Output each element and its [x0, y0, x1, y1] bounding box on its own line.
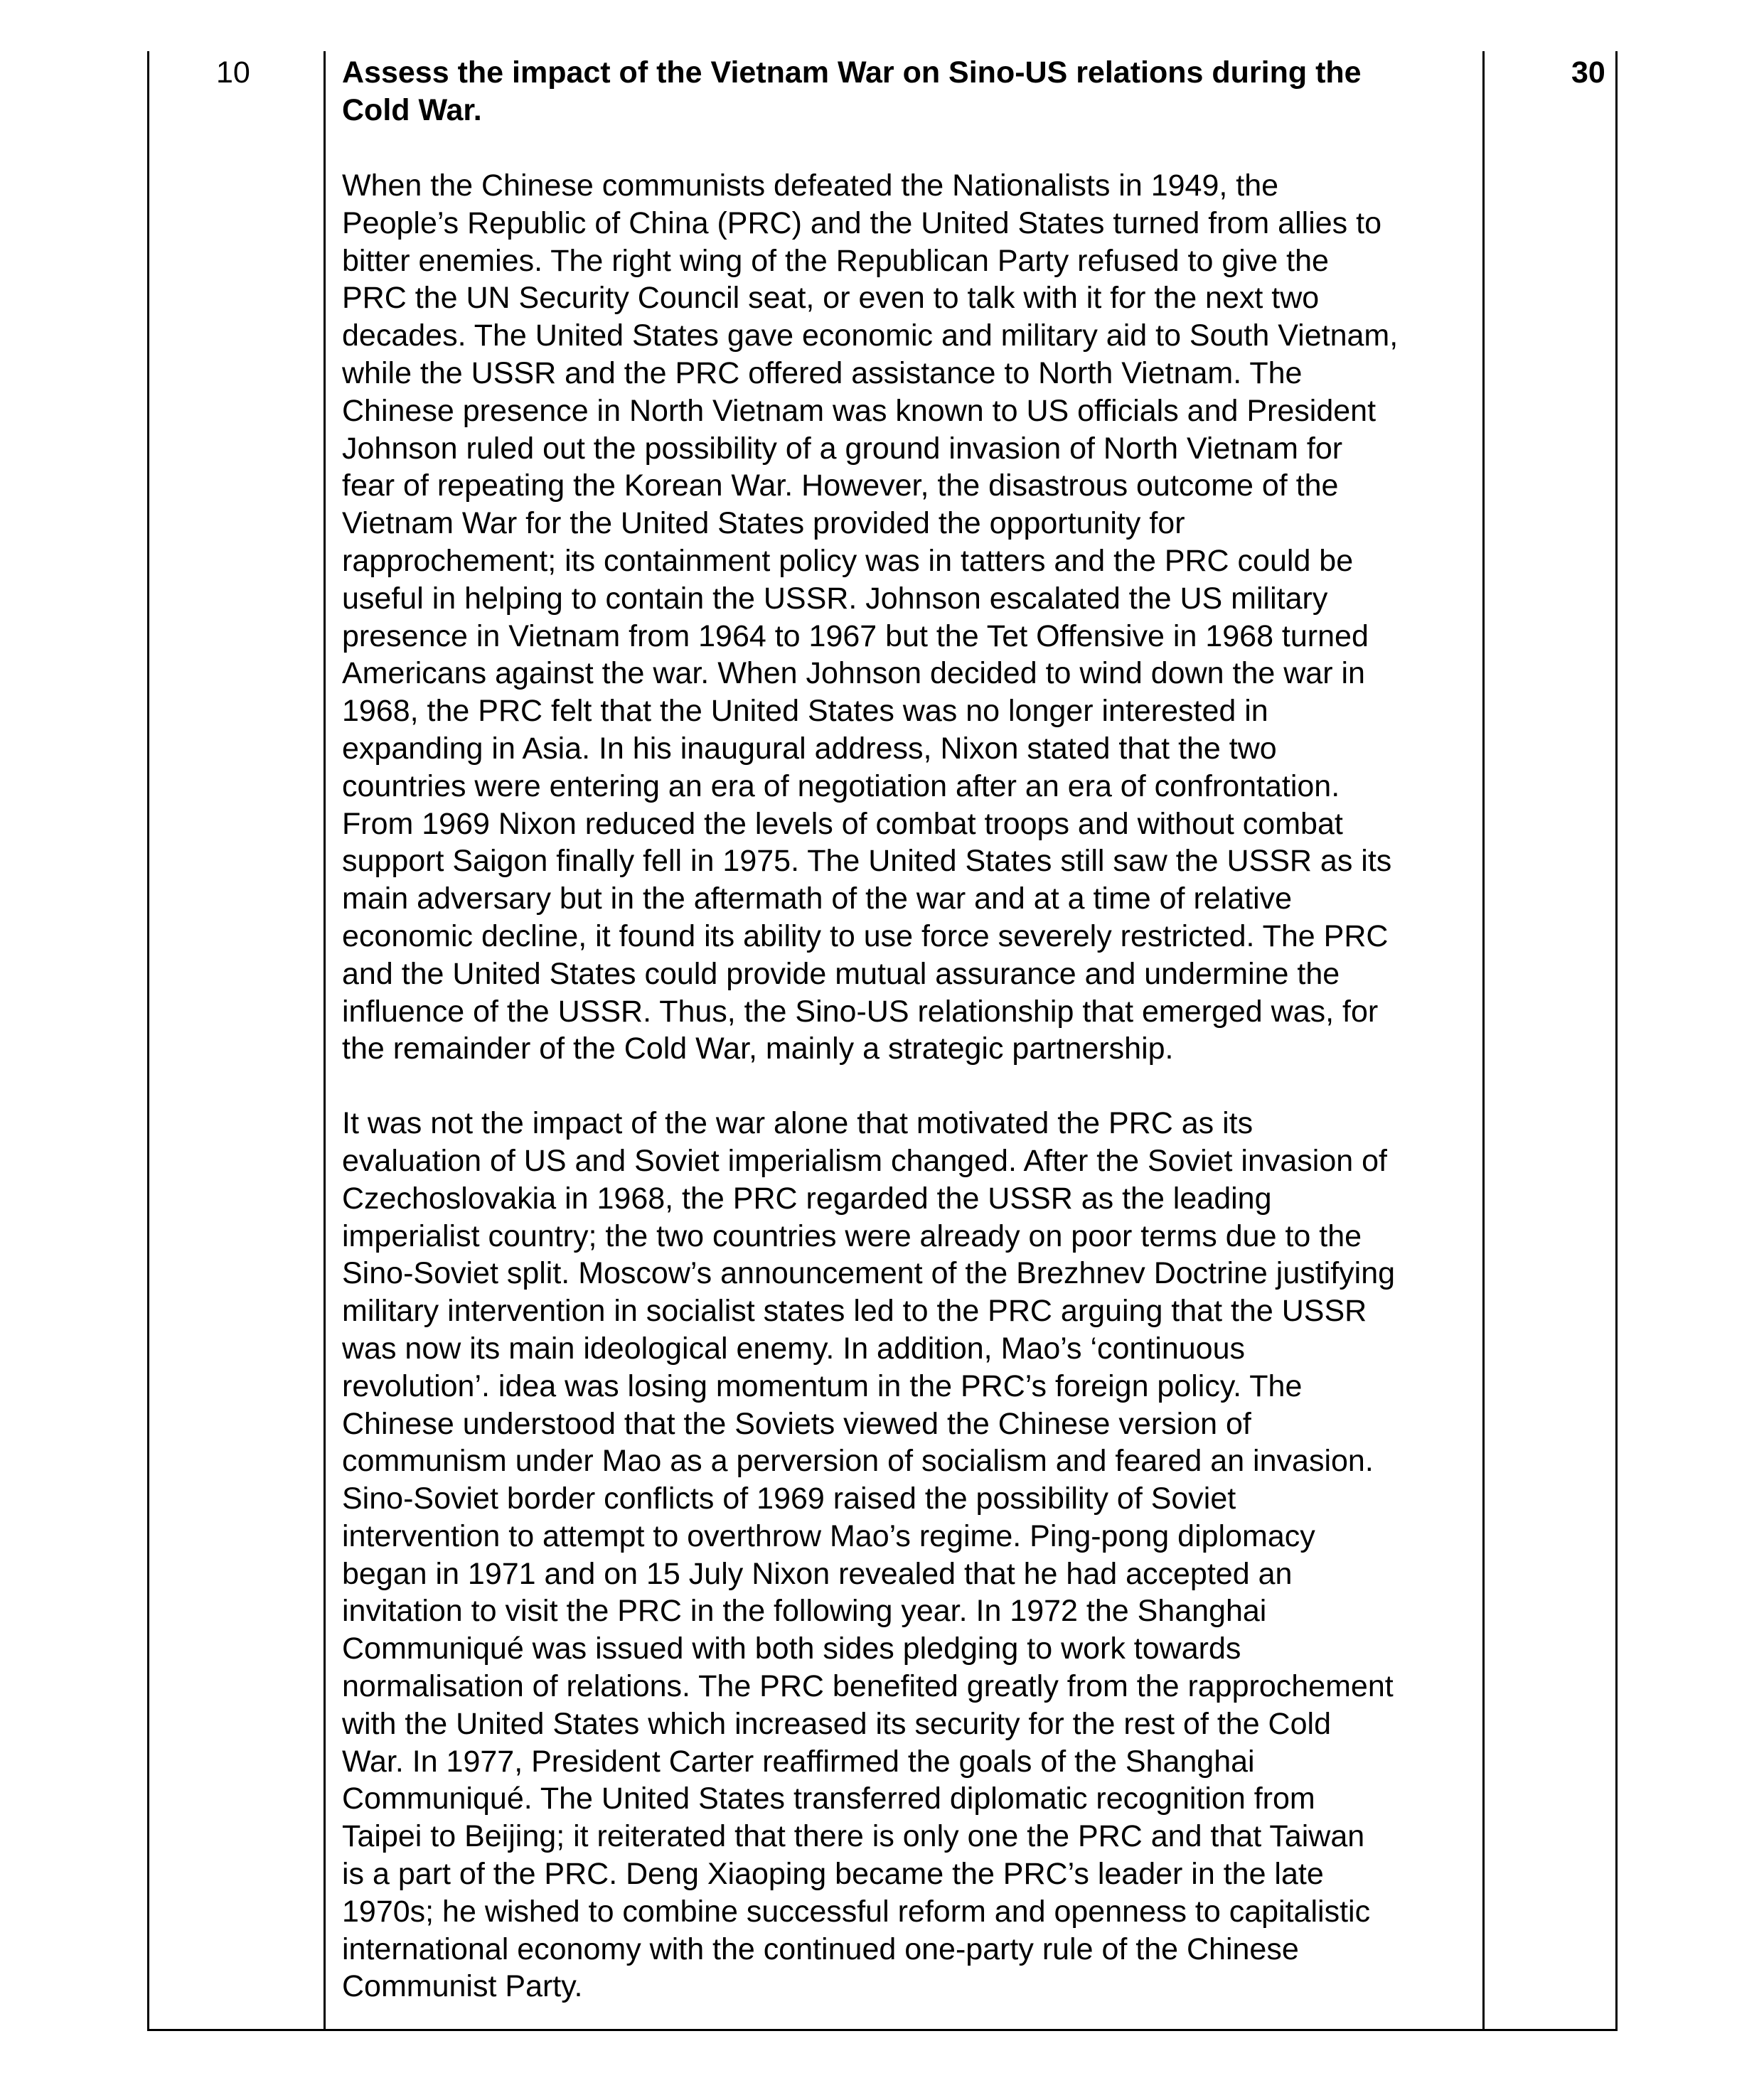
- paragraph-line: decades. The United States gave economic and military aid to South Vietnam,: [342, 318, 1399, 353]
- paragraph-line: It was not the impact of the war alone that motivated the PRC as its: [342, 1106, 1253, 1141]
- paragraph-line: useful in helping to contain the USSR. Johnson escalated the US military: [342, 581, 1328, 616]
- paragraph-line: Johnson ruled out the possibility of a ground invasion of North Vietnam for: [342, 431, 1343, 466]
- table-border-left: [147, 51, 149, 2031]
- paragraph-line: rapprochement; its containment policy was in tatters and the PRC could be: [342, 543, 1354, 578]
- paragraph-line: communism under Mao as a perversion of socialism and feared an invasion.: [342, 1444, 1374, 1479]
- answer-cell: [342, 54, 1494, 2005]
- paragraph-line: influence of the USSR. Thus, the Sino-US relationship that emerged was, for: [342, 994, 1379, 1029]
- paragraph-line: presence in Vietnam from 1964 to 1967 but the Tet Offensive in 1968 turned: [342, 618, 1369, 653]
- paragraph-line: People’s Republic of China (PRC) and the United States turned from allies to: [342, 205, 1381, 240]
- answer-paragraph-1: [342, 167, 1494, 1068]
- paragraph-line: while the USSR and the PRC offered assistance to North Vietnam. The: [342, 355, 1303, 390]
- paragraph-line: countries were entering an era of negotiation after an era of confrontation.: [342, 768, 1340, 803]
- answer-paragraph-2: [342, 1105, 1494, 2005]
- paragraph-line: Czechoslovakia in 1968, the PRC regarded the USSR as the leading: [342, 1181, 1272, 1216]
- paragraph-line: Sino-Soviet border conflicts of 1969 raised the possibility of Soviet: [342, 1482, 1236, 1516]
- paragraph-line: Chinese understood that the Soviets viewed the Chinese version of: [342, 1406, 1251, 1441]
- question-title: [342, 54, 1494, 129]
- paragraph-line: intervention to attempt to overthrow Mao’s regime. Ping-pong diplomacy: [342, 1518, 1315, 1553]
- paragraph-line: imperialist country; the two countries were already on poor terms due to the: [342, 1218, 1362, 1253]
- paragraph-line: When the Chinese communists defeated the Nationalists in 1949, the: [342, 168, 1279, 203]
- paragraph-line: fear of repeating the Korean War. However, the disastrous outcome of the: [342, 468, 1339, 503]
- paragraph-line: Americans against the war. When Johnson decided to wind down the war in: [342, 656, 1365, 691]
- paragraph-line: invitation to visit the PRC in the following year. In 1972 the Shanghai: [342, 1594, 1267, 1629]
- paragraph-line: From 1969 Nixon reduced the levels of combat troops and without combat: [342, 806, 1343, 841]
- paragraph-line: economic decline, it found its ability to use force severely restricted. The PRC: [342, 918, 1389, 953]
- paragraph-line: main adversary but in the aftermath of the war and at a time of relative: [342, 882, 1293, 916]
- paragraph-line: and the United States could provide mutual assurance and undermine the: [342, 956, 1340, 991]
- paragraph-line: was now its main ideological enemy. In addition, Mao’s ‘continuous: [342, 1331, 1245, 1366]
- table-divider-number: [324, 51, 326, 2031]
- paragraph-line: bitter enemies. The right wing of the Republican Party refused to give the: [342, 243, 1329, 278]
- paragraph-line: 1970s; he wished to combine successful reform and openness to capitalistic: [342, 1894, 1371, 1929]
- question-title-line: Cold War.: [342, 92, 482, 127]
- paragraph-line: revolution’. idea was losing momentum in the PRC’s foreign policy. The: [342, 1368, 1303, 1403]
- question-number: 10: [216, 55, 250, 90]
- paragraph-line: international economy with the continued one-party rule of the Chinese: [342, 1932, 1299, 1966]
- paragraph-line: Vietnam War for the United States provided the opportunity for: [342, 506, 1185, 541]
- paragraph-line: normalisation of relations. The PRC benefited greatly from the rapprochement: [342, 1669, 1394, 1704]
- paragraph-line: the remainder of the Cold War, mainly a strategic partnership.: [342, 1032, 1174, 1066]
- table-border-bottom: [147, 2029, 1618, 2031]
- paragraph-line: Communist Party.: [342, 1969, 583, 2004]
- question-title-line: Assess the impact of the Vietnam War on Sino-US relations during the: [342, 55, 1362, 90]
- paragraph-line: is a part of the PRC. Deng Xiaoping became the PRC’s leader in the late: [342, 1857, 1324, 1892]
- question-marks: 30: [1571, 55, 1605, 90]
- paragraph-line: Communiqué. The United States transferred diplomatic recognition from: [342, 1782, 1315, 1816]
- paragraph-line: Sino-Soviet split. Moscow’s announcement of the Brezhnev Doctrine justifying: [342, 1256, 1396, 1291]
- table-border-right: [1615, 51, 1618, 2031]
- paragraph-line: PRC the UN Security Council seat, or even to talk with it for the next two: [342, 281, 1320, 316]
- paragraph-line: with the United States which increased its security for the rest of the Cold: [342, 1706, 1331, 1741]
- paragraph-line: Chinese presence in North Vietnam was known to US officials and President: [342, 393, 1377, 428]
- paragraph-line: military intervention in socialist states led to the PRC arguing that the USSR: [342, 1294, 1367, 1329]
- paragraph-line: War. In 1977, President Carter reaffirmed the goals of the Shanghai: [342, 1744, 1255, 1779]
- paragraph-line: 1968, the PRC felt that the United States was no longer interested in: [342, 694, 1268, 729]
- paragraph-line: Communiqué was issued with both sides pledging to work towards: [342, 1632, 1241, 1666]
- paragraph-line: evaluation of US and Soviet imperialism changed. After the Soviet invasion of: [342, 1143, 1387, 1178]
- paragraph-line: support Saigon finally fell in 1975. The United States still saw the USSR as its: [342, 844, 1392, 879]
- paragraph-line: expanding in Asia. In his inaugural address, Nixon stated that the two: [342, 731, 1277, 766]
- paragraph-line: began in 1971 and on 15 July Nixon revealed that he had accepted an: [342, 1556, 1293, 1591]
- paragraph-line: Taipei to Beijing; it reiterated that there is only one the PRC and that Taiwan: [342, 1819, 1365, 1854]
